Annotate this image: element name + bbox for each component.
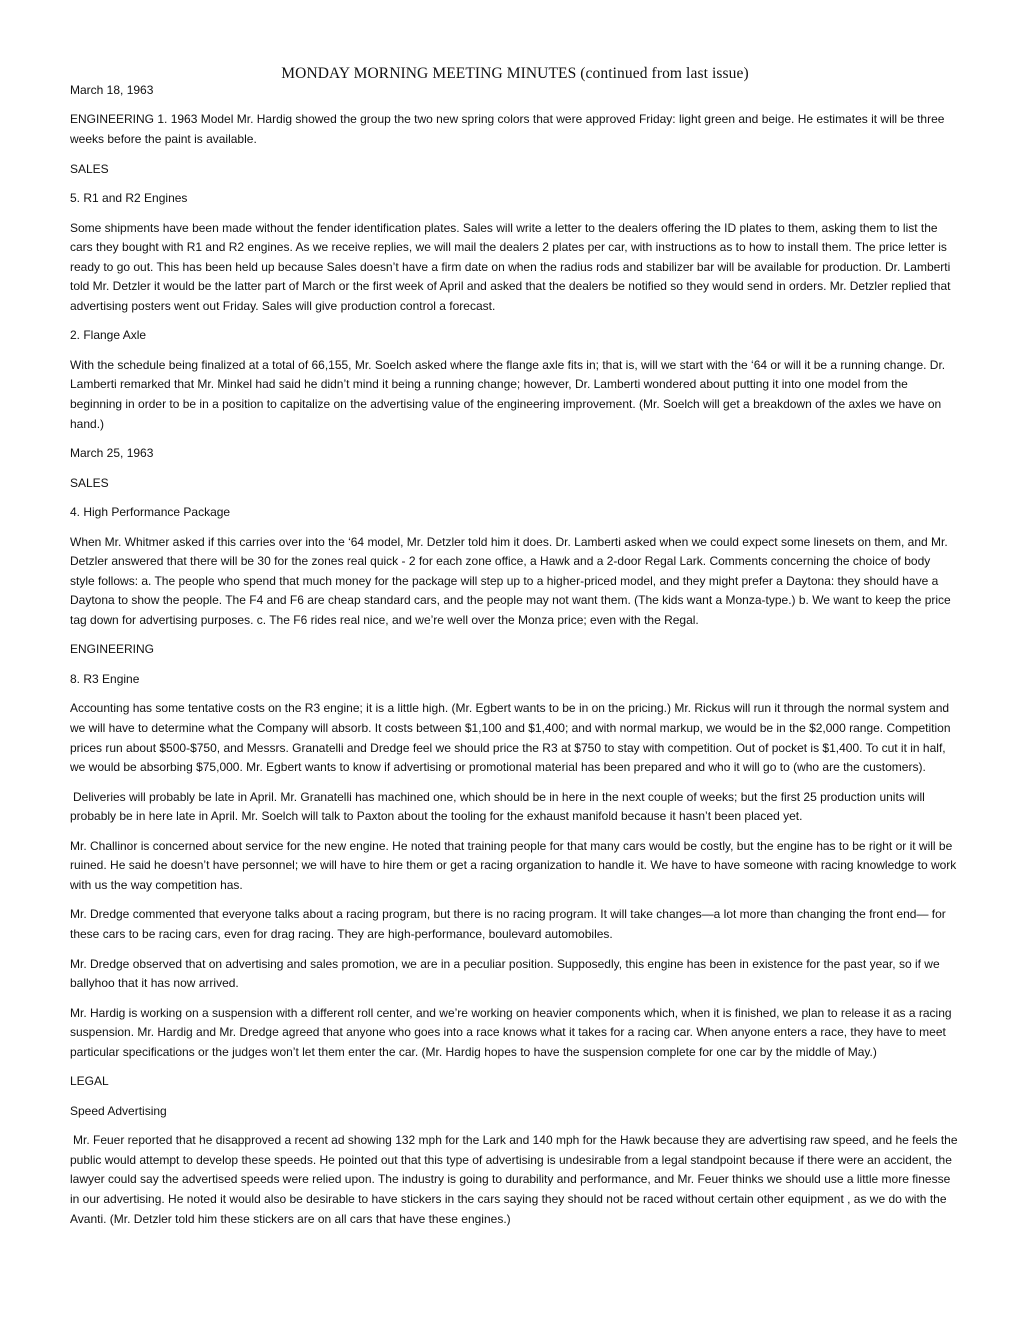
body-paragraph: Mr. Dredge observed that on advertising and sales promotion, we are in a peculiar position. Supposedly, this engine has been in existence for the past year, so if we ballyhoo that it has now arrived. [70,956,940,991]
body-paragraph: Mr. Hardig is working on a suspension with a different roll center, and we’re working on heavier components which, when it is finished, we plan to release it as a racing suspension. Mr. Hardig and Mr. Dredge agreed that anyone who goes into a race knows what it takes for a racing car. When anyone enters a race, they have to meet particular specifications or the judges won’t let them enter the car. (Mr. Hardig hopes to have the suspension complete for one car by the middle of May.) [70,1005,952,1059]
body-paragraph: When Mr. Whitmer asked if this carries over into the ‘64 model, Mr. Detzler told him it does. Dr. Lamberti asked when we could expect some linesets on them, and Mr. Detzler answered that there will be 30 for the zones real quick - 2 for each zone office, a Hawk and a 2-door Regal Lark. Comments concerning the choice of body style follows: a. The people who spend that much money for the package will step up to a higher-priced model, and they might prefer a Daytona: they should have a Daytona to show the people. The F4 and F6 are cheap standard cars, and the people may not want them. (The kids want a Monza-type.) b. We want to keep the price tag down for advertising purposes. c. The F6 rides real nice, and we’re well over the Monza price; even with the Regal. [70,534,951,627]
body-paragraph: Mr. Feuer reported that he disapproved a recent ad showing 132 mph for the Lark and 140 mph for the Hawk because they are advertising raw speed, and he feels the public would attempt to develop these speeds. He pointed out that this type of advertising is undesirable from a legal standpoint because if there were an accident, the lawyer could say the advertised speeds were relied upon. The industry is going to durability and performance, and Mr. Feuer thinks we should use a little more finesse in our advertising. He noted it would also be desirable to have stickers in the cars saying they should not be raced without certain other equipment , as we do with the Avanti. (Mr. Detzler told him these stickers are on all cars that have these engines.) [70,1133,958,1226]
item-heading: 5. R1 and R2 Engines [70,191,188,206]
body-paragraph: Deliveries will probably be late in April. Mr. Granatelli has machined one, which should be in here in the next couple of weeks; but the first 25 production units will probably be in here late in April. Mr. Soelch will talk to Paxton about the tooling for the exhaust manifold because it hasn’t been placed yet. [70,789,925,824]
item-heading: Speed Advertising [70,1103,167,1118]
meeting-date: March 18, 1963 [70,83,154,97]
item-heading: 2. Flange Axle [70,328,147,343]
section-heading: ENGINEERING [70,642,155,657]
meeting-date: March 25, 1963 [70,446,154,461]
item-heading: 4. High Performance Package [70,505,231,520]
document-title: MONDAY MORNING MEETING MINUTES (continued from last issue) [281,65,749,82]
body-paragraph: Accounting has some tentative costs on the R3 engine; it is a little high. (Mr. Egbert wants to be in on the pricing.) Mr. Rickus will run it through the normal system and we will have to determine what the Company will absorb. It costs between $1,100 and $1,400; and with normal markup, we would be in the $2,000 range. Competition prices run about $500-$750, and Messrs. Granatelli and Dredge feel we should price the R3 at $750 to stay with competition. Out of pocket is $1,400. To cut it in half, we would be absorbing $75,000. Mr. Egbert wants to know if advertising or promotional material has been prepared and who it will go to (who are the customers). [70,701,951,775]
body-paragraph: With the schedule being finalized at a total of 66,155, Mr. Soelch asked where the flange axle fits in; that is, will we start with the ‘64 or will it be a running change. Dr. Lamberti remarked that Mr. Minkel had said he didn’t mind it being a running change; however, Dr. Lamberti wondered about putting it into one model from the beginning in order to be in a position to capitalize on the advertising value of the engineering improvement. (Mr. Soelch will get a breakdown of the axles we have on hand.) [70,357,946,431]
section-heading: LEGAL [70,1074,109,1089]
document-body [70,81,958,1239]
body-paragraph: Mr. Dredge commented that everyone talks about a racing program, but there is no racing program. It will take changes—a lot more than changing the front end— for these cars to be racing cars, even for drag racing. They are high-performance, boulevard automobiles. [70,907,946,942]
section-heading: SALES [70,475,109,490]
body-paragraph: Mr. Challinor is concerned about service for the new engine. He noted that training people for that many cars would be costly, but the engine has to be right or it will be ruined. He said he doesn’t have personnel; we will have to hire them or get a racing organization to handle it. We have to have someone with racing knowledge to work with us the way competition has. [70,838,957,892]
section-heading: SALES [70,161,109,176]
body-paragraph: Some shipments have been made without the fender identification plates. Sales will write a letter to the dealers offering the ID plates to them, asking them to list the cars they bought with R1 and R2 engines. As we receive replies, we will mail the dealers 2 plates per car, with instructions as to how to install them. The price letter is ready to go out. This has been held up because Sales doesn’t have a firm date on when the radius rods and stabilizer bar will be available for production. Dr. Lamberti told Mr. Detzler it would be the latter part of March or the first week of April and asked that the dealers be notified so they would send in orders. Mr. Detzler replied that advertising posters went out Friday. Sales will give production control a forecast. [70,220,951,313]
item-heading: 8. R3 Engine [70,671,140,686]
body-paragraph: ENGINEERING 1. 1963 Model Mr. Hardig showed the group the two new spring colors that were approved Friday: light green and beige. He estimates it will be three weeks before the paint is available. [70,112,945,147]
